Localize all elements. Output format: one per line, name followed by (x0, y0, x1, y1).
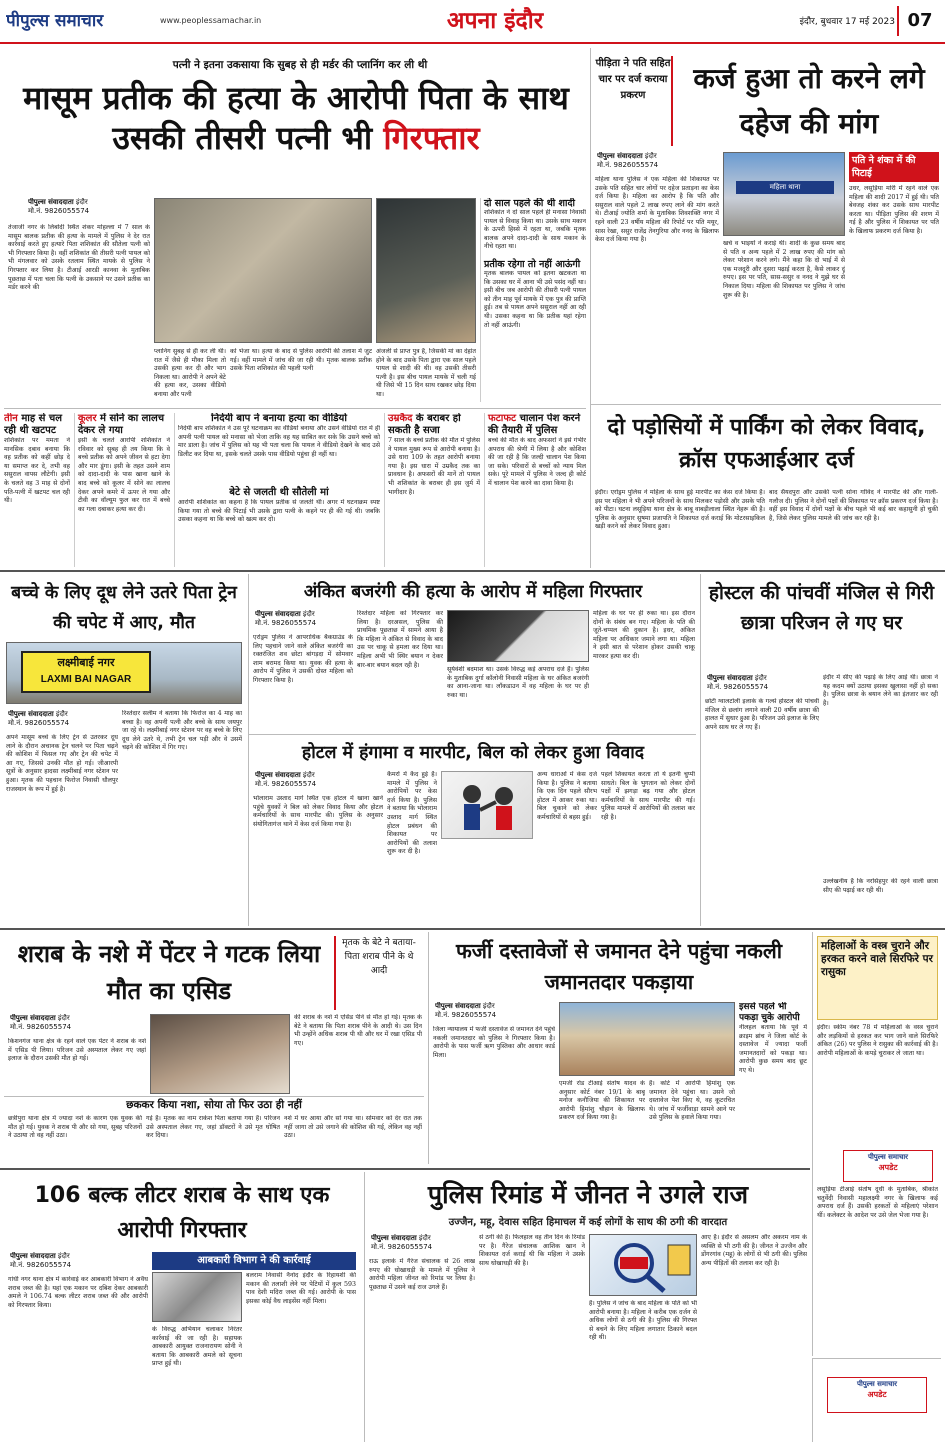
story-hotel-fight (248, 734, 696, 926)
bottom-right-filler (812, 1358, 941, 1442)
story-body-2: लसूड़िया टीआई संतोष दूधी के मुताबिक, श्रीकांत चतुर्वेदी निवासी महालक्ष्मी नगर के खिलाफ कई अपराध दर्ज हैं। उसकी हरकतों से महिलाएं परेशान थीं। कलेक्टर के आदेश पर उसे जेल भेजा गया है। (817, 1186, 938, 1219)
photo-station-sign (6, 642, 242, 704)
headline: होस्टल की पांचवीं मंजिल से गिरी छात्रा परिजन ले गए घर (708, 582, 935, 634)
headline: 106 बल्क लीटर शराब के साथ एक आरोपी गिरफ्तार (34, 1183, 330, 1243)
strip-item-3 (174, 413, 380, 567)
story-body-col2: एमजी रोड टीआई संतोष यादव के अनुसार कोर्ट नंबर 19/1 के बाबू मनोज कनौजिया की शिकायत पर आरोपी हिमांशु चौहान के खिलाफ प्रकरण दर्ज किया गया है। (559, 1080, 645, 1122)
strip-2-red: कूलर (78, 413, 97, 424)
sidebar-body: नीलहल बताया कि पूर्व में क्राइम ब्रांच ने जिला कोर्ट के दस्तावेज में ज्यादा फर्जी जमानतदारों को पकड़ा था। आरोपी कुछ समय बाद छूट गए थे। (739, 1024, 807, 1074)
strip-2-body: इसी के चलते आरोपी शशिकांत ने रविवार को सुबह ही तय किया कि वे बच्चे प्रतीक को अपने जीवन से हटा देगा और मार डूंगा। इसी के तहत उसने शाम को दादा-दादी के पास खाना खाने के बाद बच्चे को कूलर में सोने का लालच देकर अपने कमरे में ऊपर ले गया और टीवी का वॉल्यूम फुल कर रात में बच्चे का गला दबाकर हत्या कर दी। (78, 437, 170, 513)
sidebar (739, 1002, 807, 1162)
sidebar-body-2: मृतक बालक पायल को इतना खटकता था कि उसका घर में आना भी उसे पसंद नहीं था। इसी बीच जब आरोपी की तीसरी पत्नी पायल को तीन माह पूर्व मायके में एक पुत्र की प्राप्ति हुई। तब से पायल अपने ससुराल नहीं आ रही थी। उसका कहना था कि प्रतीक यहां रहेगा तो नहीं आऊंगी। (484, 270, 586, 329)
sub-strip-col2: गई है। मृतक का नाम राकेश पिता बताया गया है। परिजन उसे अस्पताल लेकर गए, जहां डॉक्टरों ने उसे मृत घोषित कर दिया। (146, 1115, 280, 1140)
story-body-col2: की शराब के नशे में एसिड पीने से मौत हो गई। मृतक के बेटे ने बताया कि पिता शराब पीने के आदी थे। उस दिन भी उन्होंने अधिक शराब पी थी और घर में रखा एसिड पी गए। (294, 1014, 422, 1047)
strip-4-title: के बराबर हो सकती है सजा (388, 413, 461, 436)
sub-strip (4, 1096, 424, 1162)
story-train-accident (4, 574, 244, 926)
story-fake-surety (428, 932, 808, 1164)
byline: पीपुल्स संवाददाता इंदौर मो.नं. 9826055574 (435, 1002, 497, 1019)
strip-4-body: 7 साल के बच्चे प्रतीक की मौत में पुलिस ने पायल मुख्य रूप से आरोपी बनाया है। उसे धारा 109 के तहत आरोपी बनाया गया है। इस धारा में उम्रकैद तक का प्रावधान है। अफसरों की मानें तो पायल भी शशिकांत के बराबर ही इस जुर्म में भागीदार है। (388, 437, 480, 496)
byline: पीपुल्स संवाददाता इंदौर मो.नं. 9826055574 (707, 674, 769, 691)
paper-logo: पीपुल्स समाचार (6, 11, 104, 31)
story-ankit-bajrangi (248, 574, 696, 734)
strip-3-body: निर्दयी बाप शशिकांत ने उस पूरे घटनाक्रम का वीडियो बनाया और उसने वीडियो रात में ही अपनी पत्नी पायल को मनासा को भेजा ताकि वह यह साबित कर सके कि उसने बच्चे को मार डाला है। जांच में पुलिस को यह भी पता चला कि पायल ने वीडियो देखने के बाद उसे डिलीट कर दिया था, इसके चलते उसके पास वीडियो पहुंचा ही नहीं था। (178, 425, 380, 458)
story-zeenat-remand (364, 1172, 810, 1442)
strip-3-title: निर्दयी बाप ने बनाया हत्या का वीडियो (211, 413, 347, 424)
sidebar-heading-2: प्रतीक रहेगा तो नहीं आऊंगी (484, 259, 581, 270)
byline: पीपुल्स संवाददाता इंदौर मो.नं. 9826055574 (371, 1234, 433, 1251)
headline: होटल में हंगामा व मारपीट, बिल को लेकर हुआ विवाद (301, 743, 645, 763)
strip-1-red: तीन (4, 413, 18, 424)
fraud-magnifier-icon (590, 1235, 698, 1297)
story-body-col2: प्लानिंग सुबह से ही कर ली थी। रात में जैसे ही मौका मिला तो उसकी हत्या कर दी और भाग निकला था। आरोपी ने अपने बेटे की हत्या कर, उसका वीडियो बनाया और पत्नी (154, 348, 226, 398)
story-body-col1: किशनगंज थाना क्षेत्र के रहने वाले एक पेंटर ने शराब के नशे में एसिड पी लिया। परिजन उसे अस्पताल लेकर गए जहां इलाज के दौरान उसकी मौत हो गई। (8, 1038, 146, 1063)
strip-item-4 (384, 413, 480, 567)
headline: शराब के नशे में पेंटर ने गटक लिया मौत का एसिड (17, 940, 321, 1005)
story-body-col2: रिश्तेदार सलीम ने बताया कि फिरोज का 4 माह का बच्चा है। वह अपनी पत्नी और बच्चे के साथ जयपुर जा रहे थे। लक्ष्मीबाई नगर स्टेशन पर वह बच्चे के लिए दूध लेने उतरे थे, तभी ट्रेन चल पड़ी और वे उसमें चढ़ने की कोशिश में गिर गए। (122, 710, 242, 752)
story-prateek-murder (4, 48, 586, 402)
photo-body-feet (447, 610, 589, 662)
strip-4-red: उम्रकैद (388, 413, 413, 424)
byline: पीपुल्स संवाददाता इंदौर मो.नं. 9826055574 (8, 710, 70, 727)
sub-strip-col1: छत्रीपुरा थाना क्षेत्र में ज्यादा नशे के कारण एक युवक की मौत हो गई। युवक ने शराब पी और सो गया, सुबह परिजनों ने उठाया तो वह नहीं उठा। (8, 1115, 142, 1140)
story-body-col2: रिश्तेदार महिला को गिरफ्तार कर लिया है। दरअसल, पुलिस की प्राथमिक पूछताछ में सामने आया है कि महिला ने अंकित से विवाद के बाद उस पर चाकू से हमला कर दिया था। महिला अभी भी स्थिर बयान न देकर बार-बार बयान बदल रही है। (357, 610, 443, 669)
sidebar-heading: इससे पहले भी पकड़ा चुके आरोपी (739, 1002, 800, 1023)
divider (0, 570, 945, 572)
story-strip (4, 408, 586, 568)
issue-date: इंदौर, बुधवार 17 मई 2023 (799, 17, 895, 27)
sidebar-body-1: शशिकांत ने दो साल पहले ही मनासा निवासी पायल से विवाह किया था। उसके साथ मकान के ऊपरी हिस्से में रहता था, जबकि मृतक बालक अपने दादा-दादी के साथ मकान के नीचे रहता था। (484, 209, 586, 251)
story-body-col3: है। पुलिस ने जांच के बाद महिला के पति को भी आरोपी बनाया है। महिला ने करीब एक दर्जन से अधिक लोगों से ठगी की है। पुलिस की गिरफ्त से बचने के लिए महिला लगातार ठिकाने बदल रही थी। (589, 1300, 697, 1342)
story-body-col3: अन्य धाराओं में केस दर्ज किया है। पुलिस ने बताया कि एक दिन पहले सौरभ होटल में आकर रुका था। बिल चुकाने को लेकर कर्मचारियों से बहस हुई। (537, 771, 597, 821)
photo-handcuffs (152, 1272, 242, 1322)
story-body-col1: अपने मासूम बच्चे के लिए ट्रेन से उतरकर दूध लाने के दौरान अचानक ट्रेन चलने पर पिता चढ़ने की कोशिश में फिसल गए और ट्रेन की चपेट में आ गए, जिससे उनकी मौत हो गई। जीआरपी सूत्रों के अनुसार हादसा लक्ष्मीबाई नगर स्टेशन पर हुआ। मृतक की पहचान फिरोज निवासी धौलपुर राजस्थान के रूप में हुई है। (6, 734, 118, 793)
headline: बच्चे के लिए दूध लेने उतरे पिता ट्रेन की चपेट में आए, मौत (11, 583, 237, 633)
sub-strip-title: छककर किया नशा, सोया तो फिर उठा ही नहीं (126, 1099, 302, 1111)
update-logo-badge-2 (827, 1377, 927, 1413)
sign-english: LAXMI BAI NAGAR (40, 674, 132, 685)
story-body-col2: बाद सैयदपुरा और उसकी पत्नी सोना गोविंद ने मारपीट की और गाली-गलौज दी। पुलिस ने दोनों पक्षों की शिकायत पर क्रॉस प्रकरण दर्ज किया है। वहीं इस विवाद में दोनों पक्षों के बीच पहले भी कई बार कहासुनी हो चुकी है, जिसे लेकर पुलिस मामले की जांच कर रही है। (769, 489, 938, 522)
strip-item-2 (74, 413, 170, 567)
story-body-col3: सूर्यवंशी बदमाश था। उसके विरुद्ध कई अपराध दर्ज हैं। पुलिस के मुताबिक दुर्गा कॉलोनी निवासी महिला के घर अंकित बजरंगी का आना-जाना था। लॉकडाउन में वह महिला के घर पर ही रुका था। (447, 666, 589, 699)
update-logo-text-2: पीपुल्स समाचार (856, 1380, 898, 1388)
deck: उज्जैन, महू, देवास सहित हिमाचल में कई लोगों के साथ की ठगी की वारदात (448, 1217, 728, 1228)
story-body-col2: के विरुद्ध अभियान चलाकर निरंतर कार्रवाई की जा रही है। सहायक आबकारी आयुक्त राजनारायण सोनी ने बताया कि आबकारी अमले को सूचना प्राप्त हुई थी। (152, 1326, 242, 1368)
page-number: 07 (897, 6, 941, 36)
update-tag-text-2: अपडेट (867, 1390, 887, 1399)
sidebar (849, 152, 939, 342)
strip-1-body: शशिकांत पर ममता ने मानसिक दबाव बनाया कि वह प्रतीक को कहीं छोड़ दे या समाप्त कर दे, तभी वह ससुराल वापस लौटेगी। इसी के चलते वह 3 माह से दोनों पति-पत्नी में खटपट चल रही थी। (4, 437, 70, 505)
story-body-col4: आए है। इंदौर से असलम और अकरम नाम के व्यक्ति से भी ठगी की है। जीनत ने उज्जैन और डोंगरगांव (महू) के लोगों से भी ठगी की। पुलिस अन्य पीड़ितों की तलाश कर रही है। (701, 1234, 807, 1267)
headline: मासूम प्रतीक की हत्या के आरोपी पिता के साथ उसकी तीसरी पत्नी भी गिरफ्तार (23, 79, 569, 157)
story-body-col3: को भेजा था। हत्या के बाद से पुलिस आरोपी की तलाश में जुट गई। वहीं मामले में जांच की जा रही थी। मृतक बालक प्रतीक उसके पिता शशिकांत की पहली पत्नी (230, 348, 372, 373)
photo-drunk-man (150, 1014, 290, 1094)
headline-red: गिरफ्तार (383, 119, 480, 157)
byline: पीपुल्स संवाददाता इंदौर मो.नं. 9826055574 (255, 771, 317, 788)
headline: कर्ज हुआ तो करने लगे दहेज की मांग (693, 62, 925, 140)
story-body-col2: से ठगी की है। फिलहाल वह तीन दिन के रिमांड पर है। गैरेज संचालक आशिक खान ने शिकायत दर्ज कराई थी कि महिला ने उसके साथ धोखाधड़ी की है। (479, 1234, 585, 1267)
byline: पीपुल्स संवाददाता इंदौर मो.नं. 9826055574 (28, 198, 90, 215)
headline: पुलिस रिमांड में जीनत ने उगले राज (427, 1180, 749, 1209)
story-liquor-seizure (4, 1172, 360, 1442)
strip-5-title: चालान पेश करने की तैयारी में पुलिस (488, 413, 581, 436)
story-body-col1: जिला न्यायालय में फर्जी दस्तावेज से जमानत देने पहुंचे नकली जमानतदार को पुलिस ने गिरफ्तार किया है। आरोपी के पास फर्जी ऋण पुस्तिका और आधार कार्ड मिला। (433, 1026, 555, 1059)
sidebar-heading-1: दो साल पहले की थी शादी (484, 198, 575, 209)
sign-hindi: लक्ष्मीबाई नगर (57, 656, 115, 669)
story-body-col2: कैमरों में कैद हुई है। मामले में पुलिस ने आरोपियों पर केस दर्ज किया है। पुलिस ने बताया कि भोलाराम उस्ताद मार्ग स्थित होटल प्रबंधन की शिकायत पर आरोपियों की तलाश शुरू कर दी है। (387, 771, 437, 856)
story-body-col1: एरोड्रम पुलिस ने आपराधिक बैकग्राउंड के लिए पहचाने जाने वाले अंकित बजरंगी का रक्तरंजित शव छोटा बांगड़दा में सोमवार शाम बरामद किया था। युवक की हत्या के आरोप में पुलिस ने उसकी दोस्त महिला को गिरफ्तार किया है। (253, 634, 353, 684)
sidebar (480, 198, 586, 402)
kicker: पत्नी ने इतना उकसाया कि सुबह से ही मर्डर की प्लानिंग कर ली थी (172, 59, 428, 71)
photo-police-station (723, 152, 845, 236)
masthead (0, 0, 945, 44)
story-body: इंदौर। स्कीम नंबर 78 में महिलाओं के वस्त्र चुराने और लड़कियों से हरकत कर भाग जाने वाले सिरफिरे अंकित (26) पर पुलिस ने रासुका की कार्रवाई की है। आरोपी महिलाओं के कपड़े चुराकर ले जाता था। (817, 1024, 938, 1057)
strip-5-body: बच्चे की मौत के बाद अफसरों ने इसे गंभीर अपराध की श्रेणी में लिया है और कोशिश की जा रही है कि जल्दी चालान पेश किया जा सके। परिवारों से बच्चों को न्याय मिल सके। पूरे मामले में पुलिस ने जल्द ही कोर्ट में चालान पेश करने का दावा किया है। (488, 437, 586, 487)
divider (0, 1168, 810, 1170)
story-body-col1: छोटी ग्वालटोली इलाके के गर्ल्स होस्टल की पांचवीं मंजिल से छलांग लगाने वाली 20 वर्षीय छात्रा की हालत में सुधार हुआ है। परिजन उसे इलाज के लिए अपने साथ घर ले गए हैं। (705, 698, 819, 731)
story-body-col1: गांधी नगर थाना क्षेत्र में कार्रवाई कर आबकारी विभाग ने अवैध शराब जब्त की है। यहां एक मकान पर दबिश देकर आबकारी अमले ने 106.74 बल्क लीटर शराब जब्त की और आरोपी को गिरफ्तार किया। (8, 1276, 148, 1309)
sidebar-body: उधर, लसूड़िया मोरी में रहने वाले एक महिला की शादी 2017 में हुई थी। पति बेवजह शंका कर उसके साथ मारपीट करता था। पीड़िता पुलिस की शरण में गई है और पुलिस ने शिकायत पर पति के खिलाफ प्रकरण दर्ज किया है। (849, 185, 939, 235)
side-quote: मृतक के बेटे ने बताया- पिता शराब पीने के थे आदी (334, 936, 422, 1010)
sidebar-heading: पति ने शंका में की पिटाई (849, 152, 939, 182)
story-body-col4: महिला के घर पर ही रुका था। इस दौरान दोनों के संबंध बन गए। महिला के पति की जूते-चप्पल की दुकान है। इधर, अंकित महिला पर अधिकार जमाने लगा था। महिला ने इसी बात से परेशान होकर उसकी चाकू मारकर हत्या कर दी। (593, 610, 695, 660)
update-logo-badge (843, 1150, 933, 1182)
story-body-col3: उल्लेखनीय है कि नरसिंहपुर की रहने वाली छात्रा सीए की पढ़ाई कर रही थी। (823, 878, 938, 894)
strip-item-5 (484, 413, 586, 567)
story-body-col1: भोलाराम उस्ताद मार्ग स्थित एक होटल में खाना खाने पहुंचे युवकों ने बिल को लेकर विवाद किया और होटल कर्मचारियों के साथ मारपीट की। पुलिस के अनुसार संयोगितागंज थाने में केस दर्ज किया गया है। (253, 795, 383, 828)
illustration-fight (441, 771, 533, 839)
photo-caption: महिला थाना (736, 181, 834, 194)
update-logo-text: पीपुल्स समाचार (867, 1153, 909, 1161)
headline: महिलाओं के वस्त्र चुराने और हरकत करने वाले सिरफिरे पर रासुका (821, 940, 933, 978)
paper-url[interactable]: www.peoplessamachar.in (160, 16, 262, 25)
story-dowry (590, 48, 941, 404)
byline: पीपुल्स संवाददाता इंदौर मो.नं. 9826055574 (10, 1252, 72, 1269)
story-body-col1: इंदौर। एरोड्रम पुलिस ने महिला के साथ हुई मारपीट का केस दर्ज किया है। इस पर महिला ने भी अपने परिजनों के साथ मिलकर पड़ोसी और उसके पति को पीटा। घटना लसूड़िया थाना क्षेत्र के बाबू वाबड़ीलाला स्थित नेहरू की है। पुलिस के अनुसार सुषमा प्रजापति ने शिकायत दर्ज कराई कि मोटरसाइकिल खड़ी करने को लेकर विवाद हुआ। (595, 489, 765, 531)
photo-court-building (559, 1002, 735, 1076)
story-body-col4: पहले शिकायत करता तो ये इतनी चुप्पी साधते। बिल के भुगतान को लेकर दोनों पक्षों में झगड़ा बढ़ गया और होटल कर्मचारियों के साथ मारपीट की गई। पुलिस मामले में आरोपियों की तलाश कर रही है। (601, 771, 695, 821)
story-body-col2: खर्च व भाइयों ने कराई थी। शादी के कुछ समय बाद से पति व अन्य पहले में 2 लाख रुपए की मांग को लेकर परेशान करने लगे। मैंने कहा कि दो भाई में से एक मजदूरी और दूसरा पढ़ाई करता है, कैसे लाकर दूं रुपए। इस पर पति, सास-ससुर व ननद ने मुझे घर से निकाल दिया। महिला की शिकायत पर पुलिस ने जांच शुरू की है। (723, 240, 845, 299)
headline: फर्जी दस्तावेजों से जमानत देने पहुंचा नकली जमानतदार पकड़ाया (455, 939, 783, 994)
photo-victim-child (376, 198, 476, 343)
story-parking-dispute (590, 404, 941, 568)
sub-strip-col3: नशे में घर आया और सो गया था। सोमवार को देर रात तक नहीं जागा तो उसे जगाने की कोशिश की गई, लेकिन वह नहीं उठा। (284, 1115, 422, 1140)
strip-1-title: माह से चल रही थी खटपट (4, 413, 63, 436)
strip-2-title: में सोने का लालच देकर ले गया (78, 413, 165, 436)
story-hostel-fall (700, 574, 941, 926)
divider (0, 928, 945, 930)
station-sign-board (21, 651, 151, 693)
story-body-col1: तेजाजी नगर के लिंबोदी स्थित शंकर मोहल्ला में 7 साल के मासूम बालक प्रतीक की हत्या के मामले में पुलिस ने देर रात कार्रवाई करते हुए हत्यारे पिता शशिकांत की सौतेला पत्नी को भी गिरफ्तार किया है। वहीं शशिकांत की तीसरी पत्नी पायल को भी मंगलवार को उसके रतलाम स्थित मायके से पुलिस ने गिरफ्तार कर लिया है। टीआई आरडी कानवा के मुताबिक पूछताछ में पता चला कि पत्नी के उकसाने पर उसने प्रतीक का मर्डर करने की (8, 224, 150, 292)
strip-item-1 (4, 413, 70, 567)
story-body-col1: राऊ इलाके में गैरेज संचालक से 26 लाख रुपए की धोखाधड़ी के मामले में पुलिस ने आरोपी महिला जीनत को रिमांड पर लिया है। पूछताछ में उसने कई राज उगले हैं। (369, 1258, 475, 1291)
photo-arrested-accused (154, 198, 372, 343)
story-body-col3: है। कोर्ट में आरोपी हिमांशु एक जमानत देने पहुंचा था। उसने जो दस्तावेज पेश किए थे, वह कूटरचित थे। जांच में फर्जीवाड़ा सामने आने पर उसे पुलिस के हवाले किया गया। (649, 1080, 735, 1122)
fight-icon (442, 772, 534, 840)
headline: अंकित बजरंगी की हत्या के आरोप में महिला गिरफ्तार (303, 582, 643, 602)
headline: दो पड़ोसियों में पार्किंग को लेकर विवाद, क्रॉस एफआईआर दर्ज (607, 415, 926, 473)
section-title: अपना इंदौर (446, 8, 544, 34)
byline: पीपुल्स संवाददाता इंदौर मो.नं. 9826055574 (255, 610, 317, 627)
illustration-fraud (589, 1234, 697, 1296)
strip-5-red: फटाफट (488, 413, 517, 424)
kicker: पीड़िता ने पति सहित चार पर दर्ज कराया प्रकरण (595, 56, 673, 146)
strip-3-body-2: आरोपी शशिकांत का कहना है कि पायल प्रतीक से जलती थी। अगर में घटनाक्रम स्पष्ट किया गया तो बच्चे की पिटाई भी उसके द्वारा पत्नी के कहने पर ही की गई थी। जबकि उसका कहना था कि बच्चे को खत्म कर दो। (178, 499, 380, 524)
story-body-col1: महिला थाना पुलिस ने एक महिला की शिकायत पर उसके पति सहित चार लोगों पर दहेज प्रताड़ना का केस दर्ज किया है। महिला का आरोप है कि पति और ससुराल वाले पहले 2 लाख रुपए लाने की मांग करते थे। टीआई ज्योति शर्मा के मुताबिक शिवशक्ति नगर में रहने वाली 23 वर्षीय महिला की रिपोर्ट पर पति मयूर, सास रेखा, ससुर राजेंद्र तेनगुरिया और ननद के खिलाफ केस दर्ज किया गया है। (595, 176, 719, 244)
strip-3-subtitle: बेटे से जलती थी सौतेली मां (229, 487, 329, 498)
story-nsa-stalker (812, 932, 941, 1356)
story-body-col2: इंदौर में सीए की पढ़ाई के लिए आई थी। छात्रा ने यह कदम क्यों उठाया इसका खुलासा नहीं हो सका है। पुलिस छात्रा के बयान लेने का इंतजार कर रही है। (823, 674, 938, 707)
story-painter-acid (4, 932, 424, 1164)
story-body-col4: अंजली से प्राप्त पुत्र है, जिसकी मां का देहांत होने के बाद उसके पिता द्वारा एक साल पहले पायल से शादी की थी। वह उसकी तीसरी पत्नी है। इस बीच पायल मायके में चली गई थी जिसे भी 15 दिन साथ रखकर छोड़ दिया था। (376, 348, 476, 398)
update-tag-text: अपडेट (878, 1163, 898, 1172)
byline: पीपुल्स संवाददाता इंदौर मो.नं. 9826055574 (597, 152, 659, 169)
story-body-col3: बलराम निवासी नैनोद इंदौर के रिहायशी की मकान की तलाशी लेने पर पेटियों में कुल 593 पाव देशी मदिरा जब्त की गई। आरोपी के पास इसका कोई वैध लाइसेंस नहीं मिला। (246, 1272, 356, 1305)
headline-box (817, 936, 938, 1020)
banner: आबकारी विभाग ने की कार्रवाई (152, 1252, 356, 1270)
byline: पीपुल्स संवाददाता इंदौर मो.नं. 9826055574 (10, 1014, 72, 1031)
